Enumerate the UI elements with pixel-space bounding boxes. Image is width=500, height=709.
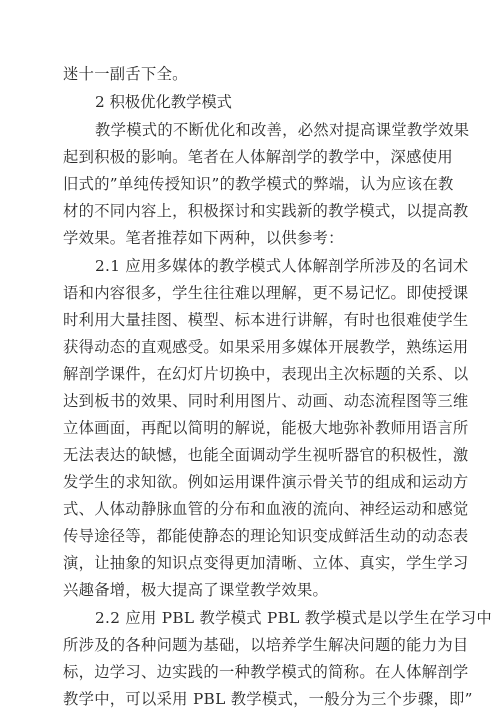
subsection-line: 2.1 应用多媒体的教学模式人体解剖学所涉及的名词术	[95, 257, 469, 275]
paragraph-line: 旧式的”单纯传授知识”的教学模式的弊端，认为应该在教	[63, 175, 454, 193]
paragraph-line: 迷十一副舌下全。	[63, 65, 188, 83]
paragraph-line: 获得动态的直观感受。如果采用多媒体开展教学，熟练运用	[63, 338, 469, 356]
paragraph-line: 所涉及的各种问题为基础，以培养学生解决问题的能力为目	[63, 636, 469, 654]
paragraph-line: 解剖学课件，在幻灯片切换中，表现出主次标题的关系、以	[63, 365, 469, 383]
subsection-line: 2.2 应用 PBL 教学模式 PBL 教学模式是以学生在学习中	[95, 609, 492, 627]
paragraph-line: 传导途径等，都能使静态的理论知识变成鲜活生动的动态表	[63, 527, 469, 545]
paragraph-line: 立体画面，再配以简明的解说，能极大地弥补教师用语言所	[63, 419, 469, 437]
paragraph-line: 发学生的求知欲。例如运用课件演示骨关节的组成和运动方	[63, 473, 469, 491]
paragraph-line: 兴趣备增，极大提高了课堂教学效果。	[63, 581, 329, 599]
paragraph-line: 起到积极的影响。笔者在人体解剖学的教学中，深感使用	[63, 148, 453, 166]
paragraph-line: 时利用大量挂图、模型、标本进行讲解，有时也很难使学生	[63, 311, 469, 329]
paragraph-line: 教学中，可以采用 PBL 教学模式，一般分为三个步骤，即”	[63, 690, 473, 708]
paragraph-line: 语和内容很多，学生往往难以理解，更不易记忆。即使授课	[63, 284, 469, 302]
paragraph-line: 标，边学习、边实践的一种教学模式的简称。在人体解剖学	[63, 663, 469, 681]
paragraph-line: 演，让抽象的知识点变得更加清晰、立体、真实，学生学习	[63, 554, 469, 572]
section-heading: 2 积极优化教学模式	[95, 93, 232, 111]
paragraph-line: 学效果。笔者推荐如下两种，以供参考：	[63, 229, 344, 247]
paragraph-line: 达到板书的效果、同时利用图片、动画、动态流程图等三维	[63, 392, 469, 410]
paragraph-line: 材的不同内容上，积极探讨和实践新的教学模式，以提高教	[63, 202, 469, 220]
paragraph-line: 式、人体动静脉血管的分布和血液的流向、神经运动和感觉	[63, 500, 469, 518]
paragraph-line: 教学模式的不断优化和改善，必然对提高课堂教学效果	[95, 121, 470, 139]
paragraph-line: 无法表达的缺憾，也能全面调动学生视听器官的积极性，激	[63, 446, 469, 464]
